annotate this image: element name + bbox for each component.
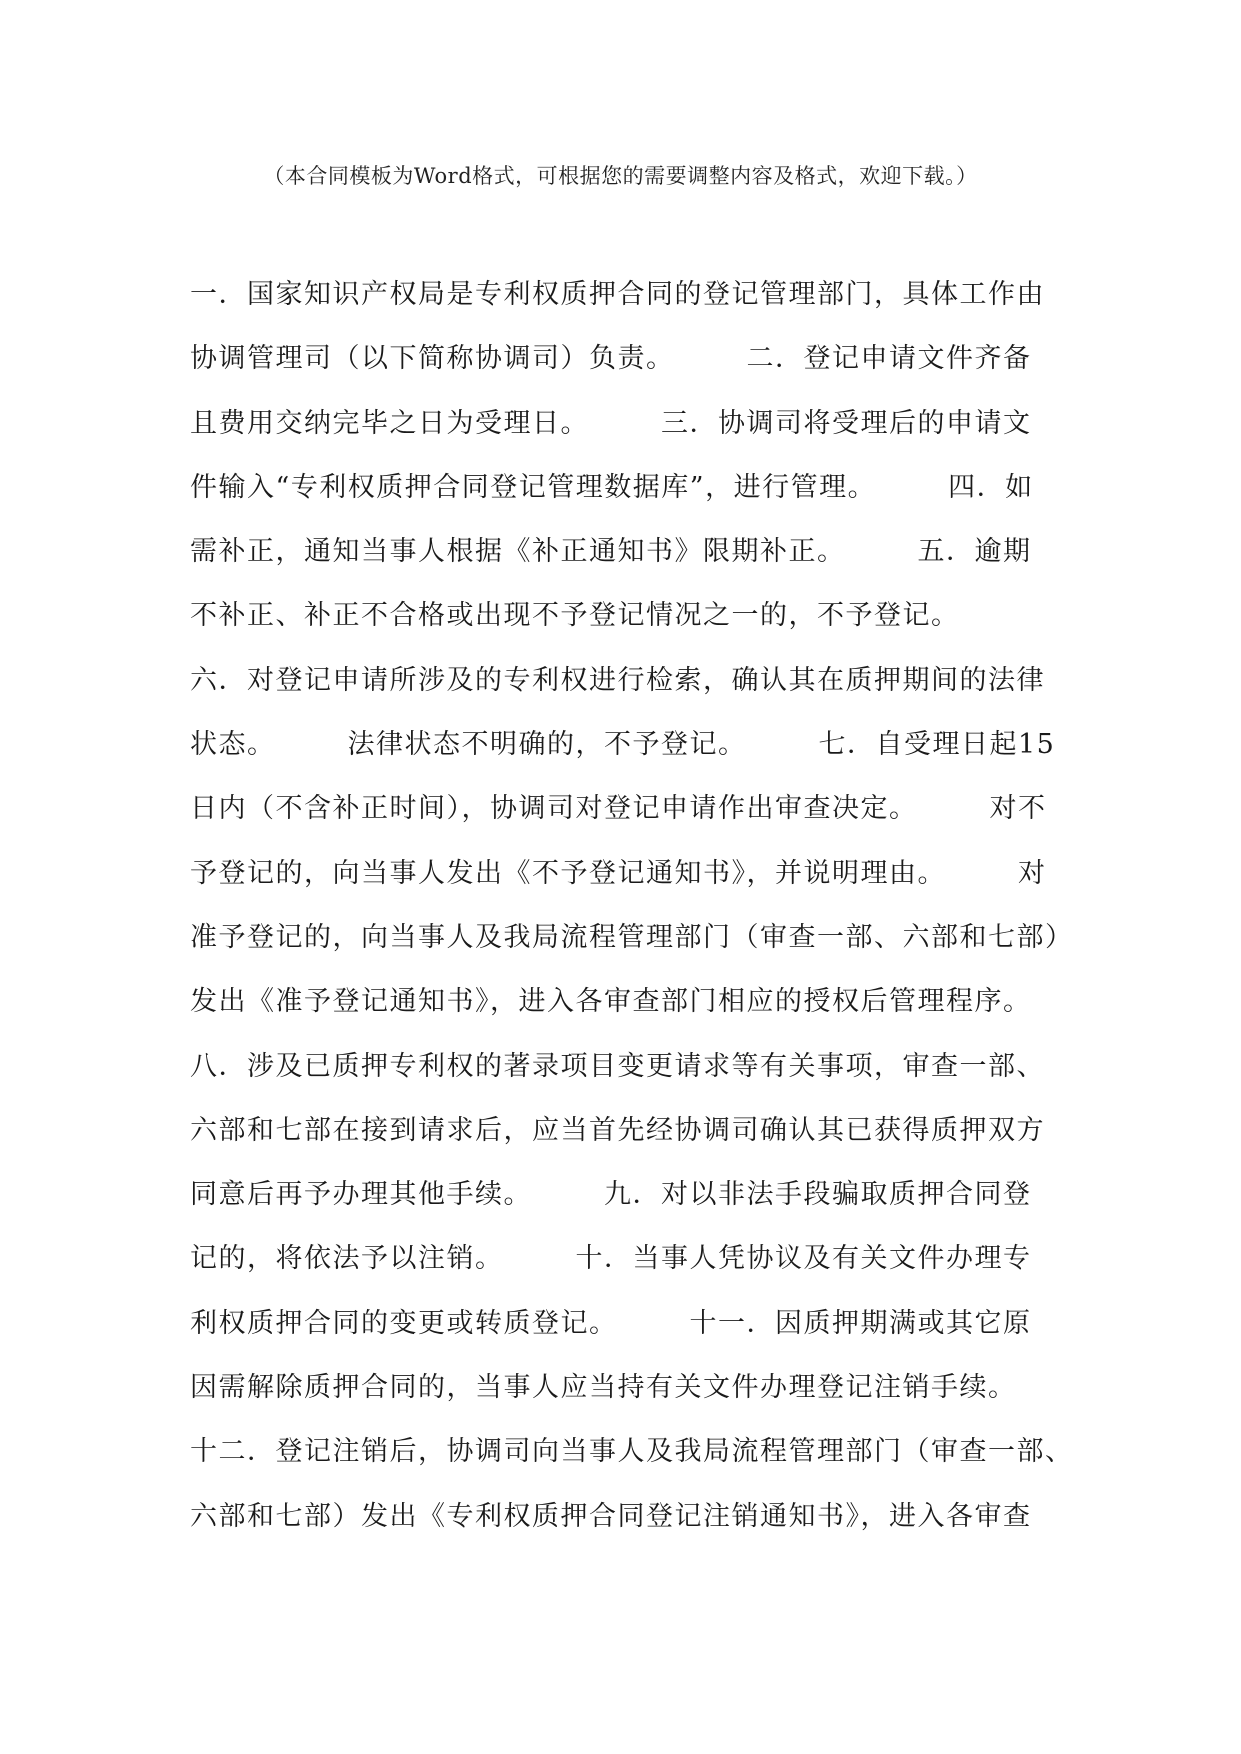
text-line: 利权质押合同的变更或转质登记。 十一．因质押期满或其它原	[190, 1307, 1032, 1339]
text-line: 一．国家知识产权局是专利权质押合同的登记管理部门，具体工作由	[190, 279, 1045, 310]
text-line: 准予登记的，向当事人及我局流程管理部门（审查一部、六部和七部）	[190, 921, 1074, 953]
text-line: 协调管理司（以下简称协调司）负责。 二．登记申请文件齐备	[190, 343, 1032, 375]
text-line: 六部和七部在接到请求后，应当首先经协调司确认其已获得质押双方	[190, 1114, 1045, 1146]
text-line: 予登记的，向当事人发出《不予登记通知书》，并说明理由。 对	[190, 857, 1047, 889]
text-line: 六．对登记申请所涉及的专利权进行检索，确认其在质押期间的法律	[190, 664, 1045, 696]
text-line: 且费用交纳完毕之日为受理日。 三．协调司将受理后的申请文	[190, 407, 1032, 439]
text-line: 件输入“专利权质押合同登记管理数据库”，进行管理。 四．如	[190, 471, 1034, 503]
text-line: 发出《准予登记通知书》，进入各审查部门相应的授权后管理程序。	[190, 986, 1032, 1018]
text-line: 日内（不含补正时间），协调司对登记申请作出审查决定。 对不	[190, 793, 1047, 825]
text-line: 不补正、补正不合格或出现不予登记情况之一的，不予登记。	[190, 600, 960, 632]
text-line: 十二．登记注销后，协调司向当事人及我局流程管理部门（审查一部、	[190, 1436, 1074, 1468]
text-line: 六部和七部）发出《专利权质押合同登记注销通知书》，进入各审查	[190, 1500, 1032, 1532]
text-line: 同意后再予办理其他手续。 九．对以非法手段骗取质押合同登	[190, 1179, 1032, 1211]
document-body	[190, 263, 1074, 1549]
text-line: 八．涉及已质押专利权的著录项目变更请求等有关事项，审查一部、	[190, 1050, 1045, 1082]
text-line: 需补正，通知当事人根据《补正通知书》限期补正。 五．逾期	[190, 536, 1032, 568]
text-line: 状态。 法律状态不明确的，不予登记。 七．自受理日起15	[190, 729, 1056, 761]
text-line: 记的，将依法予以注销。 十．当事人凭协议及有关文件办理专	[190, 1243, 1032, 1275]
text-line: 因需解除质押合同的，当事人应当持有关文件办理登记注销手续。	[190, 1372, 1017, 1404]
template-note: （本合同模板为Word格式，可根据您的需要调整内容及格式，欢迎下载。）	[263, 164, 978, 188]
